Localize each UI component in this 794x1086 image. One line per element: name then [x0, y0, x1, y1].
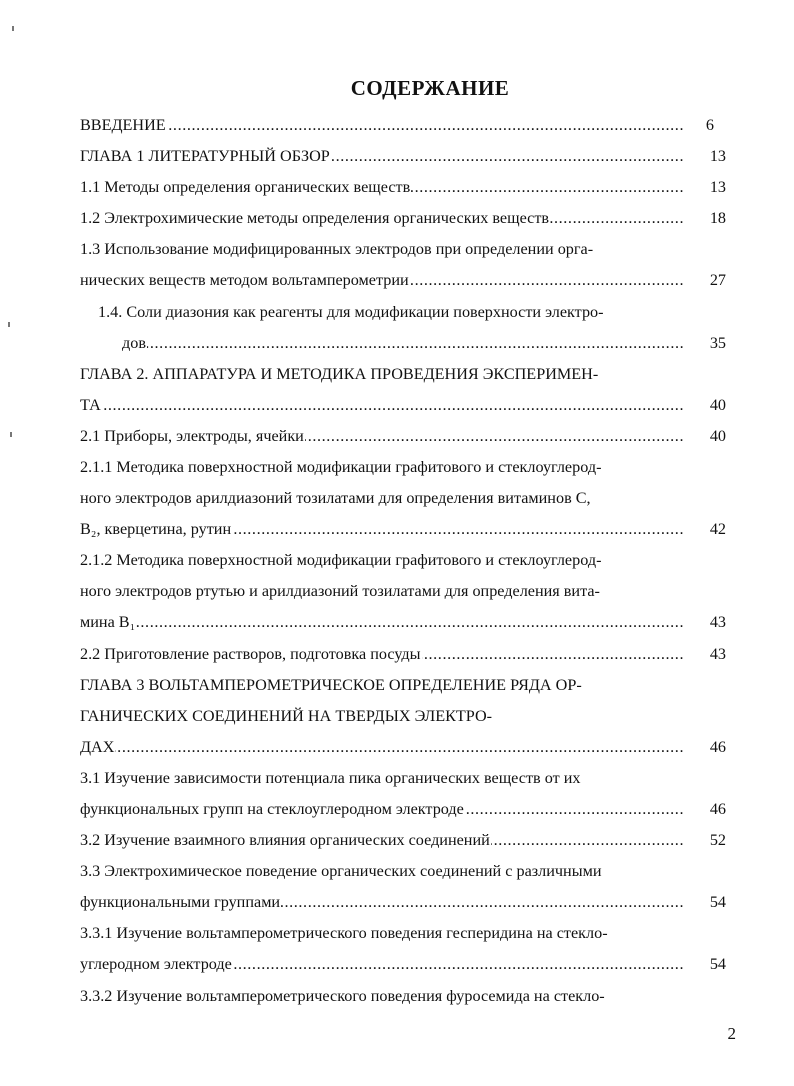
scan-mark: [8, 322, 10, 327]
toc-page-number: 42: [709, 520, 726, 538]
toc-entry: 2.2 Приготовление растворов, подготовка посуды .....: [80, 642, 685, 666]
toc-page-number: 6: [705, 116, 714, 134]
toc-entry: 3.1 Изучение зависимости потенциала пика органических веществ от их: [80, 769, 581, 787]
toc-entry: 3.2 Изучение взаимного влияния органических соединений .....: [80, 828, 685, 852]
toc-page-number: 54: [709, 955, 726, 973]
toc-page-number: 46: [709, 800, 726, 818]
toc-entry: ВВЕДЕНИЕ .....: [80, 113, 685, 137]
toc-page-number: 35: [709, 334, 726, 352]
toc-entry: 1.2 Электрохимические методы определения органических веществ .....: [80, 206, 685, 230]
toc-entry: ГАНИЧЕСКИХ СОЕДИНЕНИЙ НА ТВЕРДЫХ ЭЛЕКТРО-: [80, 707, 493, 725]
toc-entry: функциональными группами .....: [80, 890, 685, 914]
toc-page-number: 52: [709, 831, 726, 849]
scan-mark: [12, 26, 14, 31]
toc-entry: 3.3 Электрохимическое поведение органических соединений с различными: [80, 862, 602, 880]
toc-entry: функциональных групп на стеклоуглеродном электроде .....: [80, 797, 685, 821]
toc-entry: дов .....: [122, 331, 685, 355]
page-number: 2: [727, 1024, 736, 1043]
toc-entry: В₂, кверцетина, рутин .....: [80, 517, 685, 541]
toc-page-number: 43: [709, 613, 726, 631]
toc-entry: 1.1 Методы определения органических веществ .....: [80, 175, 685, 199]
toc-page-number: 18: [709, 209, 726, 227]
toc-entry: ГЛАВА 2. АППАРАТУРА И МЕТОДИКА ПРОВЕДЕНИЯ ЭКСПЕРИМЕН-: [80, 365, 599, 383]
toc-page-number: 46: [709, 738, 726, 756]
toc-entry: ДАХ .....: [80, 735, 685, 759]
toc-entry: ГЛАВА 3 ВОЛЬТАМПЕРОМЕТРИЧЕСКОЕ ОПРЕДЕЛЕНИЕ РЯДА ОР-: [80, 676, 582, 694]
toc-entry: углеродном электроде .....: [80, 952, 685, 976]
toc-entry: ГЛАВА 1 ЛИТЕРАТУРНЫЙ ОБЗОР .....: [80, 144, 685, 168]
toc-entry: нических веществ методом вольтамперометрии .....: [80, 268, 685, 292]
toc-entry: ного электродов ртутью и арилдиазоний тозилатами для определения вита-: [80, 582, 600, 600]
toc-page-number: 13: [709, 147, 726, 165]
toc-entry: ного электродов арилдиазоний тозилатами для определения витаминов С,: [80, 489, 591, 507]
toc-entry: ТА .....: [80, 393, 685, 417]
toc-entry: 3.3.1 Изучение вольтамперометрического поведения гесперидина на стекло-: [80, 924, 608, 942]
page-title: СОДЕРЖАНИЕ: [350, 76, 510, 100]
toc-entry: мина В₁ .....: [80, 610, 685, 634]
toc-entry: 2.1 Приборы, электроды, ячейки .....: [80, 424, 685, 448]
toc-page-number: 27: [709, 271, 726, 289]
toc-page-number: 43: [709, 645, 726, 663]
toc-page-number: 40: [709, 427, 726, 445]
toc-page-number: 13: [709, 178, 726, 196]
scan-mark: [10, 432, 12, 437]
toc-entry: 3.3.2 Изучение вольтамперометрического поведения фуросемида на стекло-: [80, 987, 605, 1005]
toc-page-number: 40: [709, 396, 726, 414]
toc-entry: 2.1.1 Методика поверхностной модификации графитового и стеклоуглерод-: [80, 458, 602, 476]
toc-entry: 1.3 Использование модифицированных электродов при определении орга-: [80, 240, 594, 258]
toc-page-number: 54: [709, 893, 726, 911]
toc-entry: 2.1.2 Методика поверхностной модификации графитового и стеклоуглерод-: [80, 551, 602, 569]
toc-entry: 1.4. Соли диазония как реагенты для модификации поверхности электро-: [98, 303, 604, 321]
